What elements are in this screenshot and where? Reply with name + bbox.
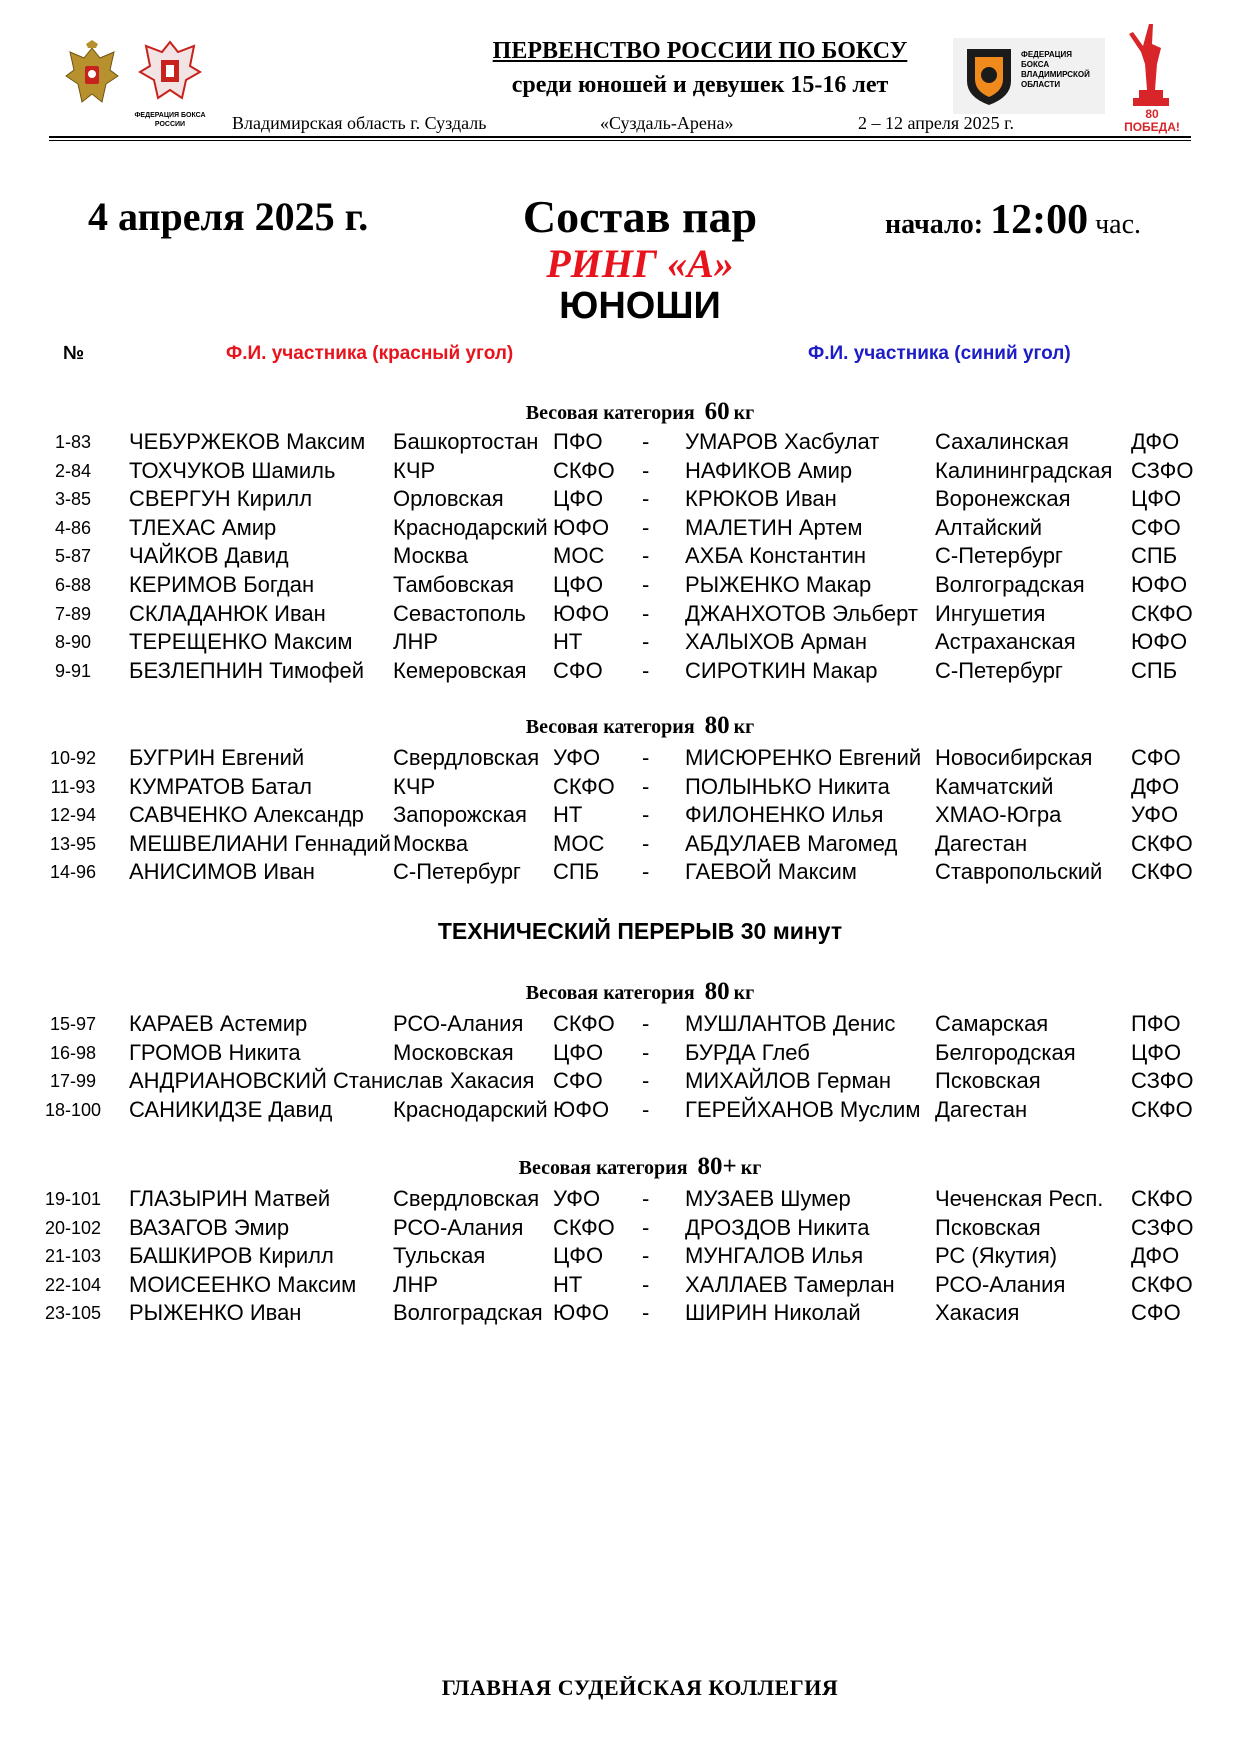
red-fighter-name: КАРАЕВ Астемир bbox=[129, 1011, 308, 1036]
weight-category-header bbox=[440, 1153, 840, 1181]
championship-title: ПЕРВЕНСТВО РОССИИ ПО БОКСУ bbox=[492, 38, 908, 64]
column-header-number: № bbox=[63, 343, 85, 364]
weight-category-label: Весовая категория bbox=[525, 402, 695, 424]
blue-fighter-region: РС (Якутия) bbox=[935, 1243, 1058, 1269]
start-time-value: 12:00 bbox=[990, 197, 1089, 243]
blue-fighter-region: С-Петербург bbox=[935, 543, 1063, 569]
victory-80-logo-text: 80 ПОБЕДА! bbox=[1124, 107, 1180, 134]
blue-fighter-district: ДФО bbox=[1131, 1243, 1180, 1269]
blue-fighter-name: КРЮКОВ Иван bbox=[685, 486, 837, 512]
bout-row bbox=[0, 1300, 1241, 1328]
red-fighter-region: Свердловская bbox=[393, 745, 540, 770]
bout-separator: - bbox=[642, 514, 650, 540]
blue-fighter-region: Ингушетия bbox=[935, 600, 1046, 626]
red-fighter-name: АНИСИМОВ Иван bbox=[129, 859, 315, 885]
bout-separator: - bbox=[642, 572, 650, 597]
red-fighter-region: Севастополь bbox=[393, 600, 526, 626]
blue-fighter-region: Новосибирская bbox=[935, 745, 1093, 770]
coat-of-arms-logo bbox=[62, 40, 122, 110]
blue-fighter-region: Дагестан bbox=[935, 830, 1028, 856]
weight-unit: кг bbox=[733, 982, 755, 1004]
red-fighter-district: СКФО bbox=[553, 1214, 615, 1240]
blue-fighter-district: ЦФО bbox=[1131, 486, 1182, 512]
red-fighter-region: Москва bbox=[393, 543, 469, 569]
red-fighter-name: РЫЖЕНКО Иван bbox=[129, 1300, 302, 1326]
bout-number: 13-95 bbox=[49, 833, 97, 854]
red-fighter-region: Краснодарский bbox=[393, 1096, 548, 1122]
championship-subtitle: среди юношей и девушек 15-16 лет bbox=[511, 72, 889, 98]
red-fighter-district: СКФО bbox=[553, 1011, 615, 1036]
blue-fighter-name: ГАЕВОЙ Максим bbox=[685, 859, 857, 885]
blue-fighter-district: СПБ bbox=[1131, 657, 1178, 683]
bout-separator: - bbox=[642, 486, 650, 512]
bout-separator: - bbox=[642, 1068, 650, 1094]
blue-fighter-region: Сахалинская bbox=[935, 429, 1069, 454]
blue-fighter-name: СИРОТКИН Макар bbox=[685, 657, 878, 683]
bout-separator: - bbox=[642, 657, 650, 683]
weight-category-header bbox=[440, 398, 840, 426]
red-fighter-region: Запорожская bbox=[393, 802, 527, 828]
red-fighter-name: САВЧЕНКО Александр bbox=[129, 802, 364, 828]
blue-fighter-name: РЫЖЕНКО Макар bbox=[685, 572, 872, 597]
red-fighter-region: Орловская bbox=[393, 486, 504, 512]
blue-fighter-name: МИСЮРЕНКО Евгений bbox=[685, 745, 922, 770]
blue-fighter-district: СФО bbox=[1131, 745, 1181, 770]
blue-fighter-district: СКФО bbox=[1131, 1271, 1193, 1297]
red-fighter-name: ГЛАЗЫРИН Матвей bbox=[129, 1186, 331, 1211]
red-fighter-region: КЧР bbox=[393, 457, 436, 483]
chief-judges-board: ГЛАВНАЯ СУДЕЙСКАЯ КОЛЛЕГИЯ bbox=[441, 1675, 839, 1700]
blue-fighter-district: СЗФО bbox=[1131, 1214, 1194, 1240]
bout-number: 12-94 bbox=[49, 805, 97, 826]
red-fighter-region: Хакасия bbox=[450, 1068, 535, 1094]
bout-row bbox=[0, 1243, 1241, 1271]
blue-fighter-region: Белгородская bbox=[935, 1039, 1076, 1065]
location: Владимирская область г. Суздаль bbox=[232, 113, 487, 133]
weight-value: 60 bbox=[704, 398, 730, 425]
regional-federation-logo-text: ФЕДЕРАЦИЯ БОКСА ВЛАДИМИРСКОЙ ОБЛАСТИ bbox=[1021, 50, 1090, 89]
blue-fighter-name: МУНГАЛОВ Илья bbox=[685, 1243, 864, 1269]
bout-row bbox=[0, 1272, 1241, 1300]
bout-separator: - bbox=[642, 429, 650, 454]
red-fighter-district: ЮФО bbox=[553, 1096, 610, 1122]
blue-fighter-district: СЗФО bbox=[1131, 457, 1194, 483]
bout-number: 22-104 bbox=[44, 1274, 102, 1295]
bout-number: 17-99 bbox=[49, 1071, 97, 1092]
bout-separator: - bbox=[642, 600, 650, 626]
bout-row bbox=[0, 572, 1241, 600]
blue-fighter-name: ШИРИН Николай bbox=[685, 1300, 861, 1326]
red-fighter-name: КЕРИМОВ Богдан bbox=[129, 572, 315, 597]
blue-fighter-name: ДРОЗДОВ Никита bbox=[685, 1214, 870, 1240]
red-fighter-region: С-Петербург bbox=[393, 859, 521, 885]
bout-separator: - bbox=[642, 830, 650, 856]
blue-fighter-region: Волгоградская bbox=[935, 572, 1085, 597]
blue-fighter-district: СКФО bbox=[1131, 859, 1193, 885]
red-fighter-district: ЮФО bbox=[553, 514, 610, 540]
blue-fighter-region: Камчатский bbox=[935, 773, 1054, 799]
weight-unit: кг bbox=[733, 402, 755, 424]
blue-fighter-district: ПФО bbox=[1131, 1011, 1181, 1036]
blue-fighter-region: Чеченская Респ. bbox=[935, 1186, 1104, 1211]
bout-row bbox=[0, 774, 1241, 802]
bout-number: 16-98 bbox=[49, 1042, 97, 1063]
bout-number: 10-92 bbox=[49, 748, 97, 768]
bout-separator: - bbox=[642, 1186, 650, 1211]
bout-number: 7-89 bbox=[54, 603, 92, 624]
red-fighter-region: Кемеровская bbox=[393, 657, 527, 683]
page-title: Состав пар bbox=[522, 191, 758, 242]
red-fighter-region: ЛНР bbox=[393, 1271, 438, 1297]
red-fighter-region: Тамбовская bbox=[393, 572, 515, 597]
column-header-blue-corner: Ф.И. участника (синий угол) bbox=[808, 343, 1071, 364]
blue-fighter-region: Астраханская bbox=[935, 629, 1076, 655]
red-fighter-district: ЦФО bbox=[553, 1243, 604, 1269]
bout-row bbox=[0, 429, 1241, 457]
blue-fighter-region: ХМАО-Югра bbox=[935, 802, 1062, 828]
blue-fighter-region: Псковская bbox=[935, 1068, 1041, 1094]
technical-break: ТЕХНИЧЕСКИЙ ПЕРЕРЫВ 30 минут bbox=[437, 918, 843, 944]
weight-unit: кг bbox=[740, 1157, 762, 1179]
red-fighter-district: МОС bbox=[553, 543, 605, 569]
event-date: 4 апреля 2025 г. bbox=[88, 194, 369, 239]
blue-fighter-district: СКФО bbox=[1131, 600, 1193, 626]
blue-fighter-district: ДФО bbox=[1131, 429, 1180, 454]
red-fighter-name: ТЕРЕЩЕНКО Максим bbox=[129, 629, 353, 655]
blue-fighter-district: ЦФО bbox=[1131, 1039, 1182, 1065]
bout-row bbox=[0, 1215, 1241, 1243]
column-header-red-corner: Ф.И. участника (красный угол) bbox=[226, 343, 514, 364]
blue-fighter-name: АХБА Константин bbox=[685, 543, 867, 569]
bout-number: 4-86 bbox=[54, 517, 92, 538]
blue-fighter-region: С-Петербург bbox=[935, 657, 1063, 683]
blue-fighter-district: ЮФО bbox=[1131, 629, 1188, 655]
red-fighter-district: СКФО bbox=[553, 773, 615, 799]
red-fighter-district: ЦФО bbox=[553, 486, 604, 512]
bout-number: 6-88 bbox=[54, 575, 92, 595]
bout-row bbox=[0, 486, 1241, 514]
blue-fighter-name: АБДУЛАЕВ Магомед bbox=[685, 830, 898, 856]
bout-separator: - bbox=[642, 543, 650, 569]
blue-fighter-district: ДФО bbox=[1131, 773, 1180, 799]
bout-number: 15-97 bbox=[49, 1014, 97, 1034]
red-fighter-name: ЧАЙКОВ Давид bbox=[129, 543, 289, 569]
red-fighter-district: МОС bbox=[553, 830, 605, 856]
blue-fighter-name: ГЕРЕЙХАНОВ Муслим bbox=[685, 1096, 921, 1122]
red-fighter-district: НТ bbox=[553, 802, 583, 828]
red-fighter-district: ЮФО bbox=[553, 600, 610, 626]
header-rule-thick bbox=[49, 136, 1191, 138]
bout-row bbox=[0, 458, 1241, 486]
start-label: начало: bbox=[885, 209, 984, 240]
red-fighter-name: МОИСЕЕНКО Максим bbox=[129, 1271, 357, 1297]
blue-fighter-name: МИХАЙЛОВ Герман bbox=[685, 1068, 892, 1094]
bout-separator: - bbox=[642, 802, 650, 828]
red-fighter-district: ЦФО bbox=[553, 572, 604, 597]
blue-fighter-name: ФИЛОНЕНКО Илья bbox=[685, 802, 884, 828]
ring-label: РИНГ «А» bbox=[546, 241, 734, 286]
bout-row bbox=[0, 1186, 1241, 1214]
weight-value: 80 bbox=[704, 712, 730, 739]
bout-number: 19-101 bbox=[44, 1189, 102, 1209]
red-fighter-name: БАШКИРОВ Кирилл bbox=[129, 1243, 334, 1269]
weight-value: 80 bbox=[704, 978, 730, 1005]
red-fighter-name: КУМРАТОВ Батал bbox=[129, 773, 312, 799]
red-fighter-region: Московская bbox=[393, 1039, 514, 1065]
bout-row bbox=[0, 859, 1241, 887]
bout-row bbox=[0, 515, 1241, 543]
red-fighter-name: СВЕРГУН Кирилл bbox=[129, 486, 313, 512]
bout-row bbox=[0, 1040, 1241, 1068]
weight-category-header bbox=[440, 978, 840, 1006]
bout-row bbox=[0, 1068, 1241, 1096]
bout-number: 14-96 bbox=[49, 862, 97, 883]
red-fighter-name: АНДРИАНОВСКИЙ Станислав bbox=[129, 1068, 444, 1094]
blue-fighter-district: СЗФО bbox=[1131, 1068, 1194, 1094]
bout-row bbox=[0, 658, 1241, 686]
blue-fighter-region: Калининградская bbox=[935, 457, 1113, 483]
start-time bbox=[885, 196, 1141, 244]
red-fighter-region: Тульская bbox=[393, 1243, 486, 1269]
bout-number: 20-102 bbox=[44, 1217, 102, 1238]
red-fighter-name: ЧЕБУРЖЕКОВ Максим bbox=[129, 429, 366, 454]
boxing-federation-logo bbox=[128, 38, 212, 130]
bout-separator: - bbox=[642, 1096, 650, 1122]
weight-category-label: Весовая категория bbox=[525, 982, 695, 1004]
red-fighter-region: Москва bbox=[393, 830, 469, 856]
red-fighter-district: НТ bbox=[553, 629, 583, 655]
blue-fighter-name: БУРДА Глеб bbox=[685, 1039, 810, 1065]
bout-separator: - bbox=[642, 1214, 650, 1240]
bout-number: 8-90 bbox=[54, 632, 92, 653]
start-time-unit: час. bbox=[1095, 209, 1142, 240]
bout-separator: - bbox=[642, 773, 650, 799]
bout-row bbox=[0, 629, 1241, 657]
group-label: ЮНОШИ bbox=[559, 285, 721, 327]
blue-fighter-district: СФО bbox=[1131, 1300, 1181, 1326]
bout-number: 1-83 bbox=[54, 432, 92, 452]
blue-fighter-region: Псковская bbox=[935, 1214, 1041, 1240]
bout-separator: - bbox=[642, 1243, 650, 1269]
bout-row bbox=[0, 831, 1241, 859]
red-fighter-name: СКЛАДАНЮК Иван bbox=[129, 600, 326, 626]
red-fighter-region: РСО-Алания bbox=[393, 1011, 524, 1036]
red-fighter-district: СФО bbox=[553, 657, 603, 683]
blue-fighter-district: ЮФО bbox=[1131, 572, 1188, 597]
blue-fighter-name: ПОЛЫНЬКО Никита bbox=[685, 773, 890, 799]
bout-row bbox=[0, 1011, 1241, 1039]
bout-separator: - bbox=[642, 457, 650, 483]
red-fighter-region: РСО-Алания bbox=[393, 1214, 524, 1240]
blue-fighter-region: Хакасия bbox=[935, 1300, 1020, 1326]
bout-separator: - bbox=[642, 1011, 650, 1036]
red-fighter-region: Свердловская bbox=[393, 1186, 540, 1211]
bout-row bbox=[0, 543, 1241, 571]
red-fighter-name: ГРОМОВ Никита bbox=[129, 1039, 301, 1065]
red-fighter-name: САНИКИДЗЕ Давид bbox=[129, 1096, 333, 1122]
red-fighter-region: Волгоградская bbox=[393, 1300, 543, 1326]
bout-number: 5-87 bbox=[54, 546, 92, 567]
red-fighter-district: УФО bbox=[553, 745, 601, 770]
red-fighter-name: ВАЗАГОВ Эмир bbox=[129, 1214, 290, 1240]
bout-row bbox=[0, 802, 1241, 830]
bout-separator: - bbox=[642, 629, 650, 655]
red-fighter-district: НТ bbox=[553, 1271, 583, 1297]
blue-fighter-name: МУШЛАНТОВ Денис bbox=[685, 1011, 896, 1036]
blue-fighter-name: МУЗАЕВ Шумер bbox=[685, 1186, 851, 1211]
bout-row bbox=[0, 1097, 1241, 1125]
bout-separator: - bbox=[642, 1039, 650, 1065]
weight-category-label: Весовая категория bbox=[525, 716, 695, 738]
red-fighter-region: ЛНР bbox=[393, 629, 438, 655]
red-fighter-name: МЕШВЕЛИАНИ Геннадий bbox=[129, 830, 391, 856]
blue-fighter-name: ДЖАНХОТОВ Эльберт bbox=[685, 600, 918, 626]
bout-number: 18-100 bbox=[44, 1099, 102, 1120]
red-fighter-region: КЧР bbox=[393, 773, 436, 799]
weight-category-header bbox=[440, 712, 840, 740]
bout-separator: - bbox=[642, 745, 650, 770]
blue-fighter-district: СПБ bbox=[1131, 543, 1178, 569]
blue-fighter-district: СКФО bbox=[1131, 830, 1193, 856]
blue-fighter-region: Самарская bbox=[935, 1011, 1049, 1036]
blue-fighter-district: СФО bbox=[1131, 514, 1181, 540]
blue-fighter-district: СКФО bbox=[1131, 1096, 1193, 1122]
blue-fighter-district: УФО bbox=[1131, 802, 1179, 828]
red-fighter-name: БУГРИН Евгений bbox=[129, 745, 305, 770]
boxing-federation-logo-text: ФЕДЕРАЦИЯ БОКСА РОССИИ bbox=[134, 112, 206, 128]
blue-fighter-name: УМАРОВ Хасбулат bbox=[685, 429, 880, 454]
bout-number: 21-103 bbox=[44, 1246, 102, 1267]
weight-category-label: Весовая категория bbox=[518, 1157, 688, 1179]
red-fighter-district: СКФО bbox=[553, 457, 615, 483]
blue-fighter-region: Алтайский bbox=[935, 514, 1043, 540]
bout-separator: - bbox=[642, 1300, 650, 1326]
blue-fighter-name: НАФИКОВ Амир bbox=[685, 457, 853, 483]
blue-fighter-region: Воронежская bbox=[935, 486, 1071, 512]
red-fighter-region: Краснодарский bbox=[393, 514, 548, 540]
bout-number: 11-93 bbox=[50, 776, 96, 797]
bout-separator: - bbox=[642, 859, 650, 885]
blue-fighter-name: ХАЛЛАЕВ Тамерлан bbox=[685, 1271, 895, 1297]
bout-row bbox=[0, 601, 1241, 629]
red-fighter-district: СПБ bbox=[553, 859, 600, 885]
red-fighter-district: ЮФО bbox=[553, 1300, 610, 1326]
bout-number: 23-105 bbox=[44, 1303, 102, 1324]
bout-number: 2-84 bbox=[54, 460, 92, 481]
weight-unit: кг bbox=[733, 716, 755, 738]
header-rule-thin bbox=[49, 140, 1191, 141]
red-fighter-name: БЕЗЛЕПНИН Тимофей bbox=[129, 657, 365, 683]
venue: «Суздаль-Арена» bbox=[600, 113, 734, 133]
red-fighter-region: Башкортостан bbox=[393, 429, 539, 454]
red-fighter-name: ТОХЧУКОВ Шамиль bbox=[129, 457, 336, 483]
bout-number: 9-91 bbox=[54, 660, 92, 681]
blue-fighter-name: МАЛЕТИН Артем bbox=[685, 514, 863, 540]
bout-separator: - bbox=[642, 1271, 650, 1297]
red-fighter-district: ЦФО bbox=[553, 1039, 604, 1065]
blue-fighter-district: СКФО bbox=[1131, 1186, 1193, 1211]
blue-fighter-name: ХАЛЫХОВ Арман bbox=[685, 629, 868, 655]
red-fighter-district: УФО bbox=[553, 1186, 601, 1211]
blue-fighter-region: Дагестан bbox=[935, 1096, 1028, 1122]
weight-value: 80+ bbox=[697, 1153, 737, 1180]
bout-row bbox=[0, 745, 1241, 773]
blue-fighter-region: Ставропольский bbox=[935, 859, 1103, 885]
blue-fighter-region: РСО-Алания bbox=[935, 1271, 1066, 1297]
red-fighter-name: ТЛЕХАС Амир bbox=[129, 514, 277, 540]
dates: 2 – 12 апреля 2025 г. bbox=[858, 113, 1014, 133]
bout-number: 3-85 bbox=[54, 489, 92, 510]
red-fighter-district: ПФО bbox=[553, 429, 603, 454]
red-fighter-district: СФО bbox=[553, 1068, 603, 1094]
